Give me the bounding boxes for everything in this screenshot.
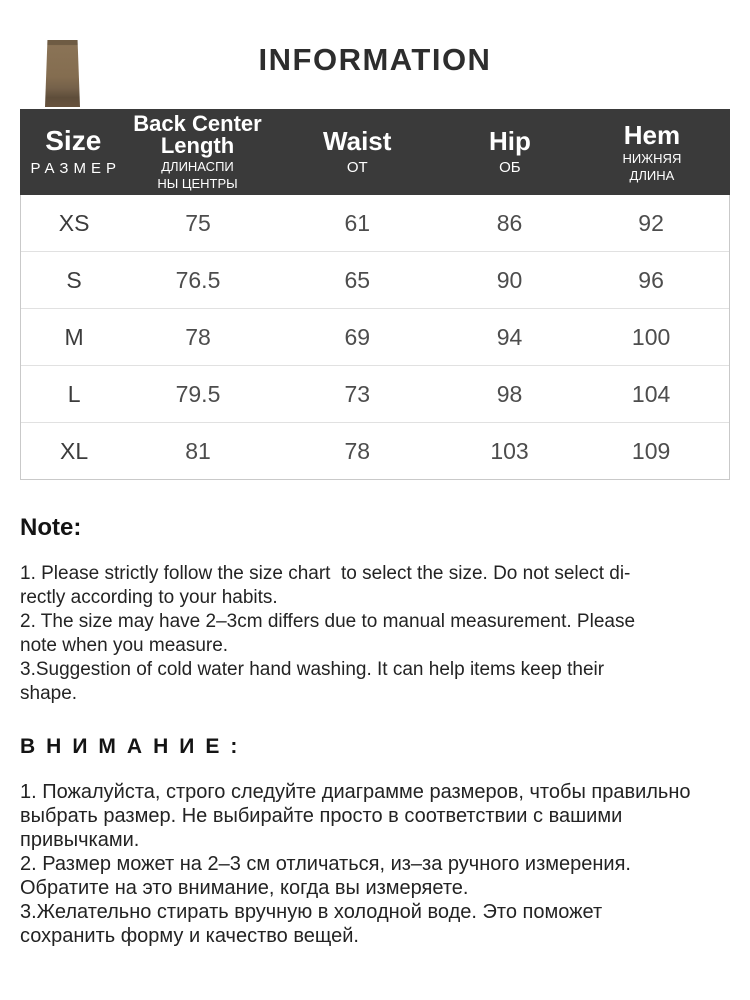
- cell-back-center-length: 76.5: [175, 266, 221, 293]
- note-ru-line: 3.Желательно стирать вручную в холодной воде. Это поможет: [20, 901, 603, 923]
- cell-back-center-length: 81: [185, 437, 211, 464]
- col-header-hem: [574, 109, 730, 195]
- size-row-s: [21, 252, 729, 309]
- col-header-bcl-en-line1: Back Center: [133, 111, 262, 136]
- cell-hem: 92: [638, 209, 664, 236]
- col-header-waist: [269, 109, 447, 195]
- col-header-hem-ru-line1: НИЖНЯЯ: [622, 151, 682, 166]
- size-row-m: [21, 309, 729, 366]
- size-row-xl: [21, 423, 729, 479]
- col-header-waist-ru: ОТ: [346, 159, 368, 176]
- col-header-hip-ru: ОБ: [499, 159, 521, 176]
- cell-back-center-length: 79.5: [175, 380, 221, 407]
- col-header-size-en: Size: [45, 125, 102, 156]
- cell-hip: 98: [496, 380, 523, 407]
- page-title: INFORMATION: [258, 42, 492, 77]
- cell-waist: 73: [344, 380, 371, 407]
- cell-back-center-length: 78: [185, 323, 211, 350]
- skirt-shape: [45, 40, 80, 107]
- cell-size: M: [64, 323, 84, 350]
- cell-hem: 109: [631, 437, 671, 464]
- note-section-russian: [20, 734, 730, 948]
- cell-waist: 69: [344, 323, 371, 350]
- col-header-size: [20, 109, 127, 195]
- cell-waist: 65: [344, 266, 371, 293]
- note-ru-line: Обратите на это внимание, когда вы измеряете.: [20, 877, 469, 899]
- cell-waist: 78: [344, 437, 371, 464]
- col-header-waist-en: Waist: [323, 126, 392, 156]
- cell-hem: 104: [631, 380, 671, 407]
- size-table: [20, 109, 730, 480]
- note-ru-line: сохранить форму и качество вещей.: [20, 925, 359, 947]
- note-section-english: [20, 514, 730, 706]
- size-row-xs: [21, 195, 729, 252]
- col-header-hem-en: Hem: [623, 120, 681, 150]
- cell-waist: 61: [344, 209, 371, 236]
- col-header-bcl-en-line2: Length: [160, 133, 235, 158]
- cell-size: S: [66, 266, 82, 293]
- note-heading-english: Note:: [20, 514, 82, 541]
- note-en-line: rectly according to your habits.: [20, 587, 278, 608]
- note-ru-line: 2. Размер может на 2–3 см отличаться, из–за ручного измерения.: [20, 853, 631, 875]
- page-header: [0, 0, 750, 109]
- note-ru-line: привычками.: [20, 829, 140, 851]
- note-heading-russian: ВНИМАНИЕ:: [20, 735, 249, 758]
- col-header-hip: [446, 109, 574, 195]
- cell-back-center-length: 75: [185, 209, 211, 236]
- note-en-line: shape.: [20, 683, 78, 704]
- note-ru-line: 1. Пожалуйста, строго следуйте диаграмме размеров, чтобы правильно: [20, 781, 691, 803]
- size-table-header: [20, 109, 730, 195]
- size-row-l: [21, 366, 729, 423]
- cell-size: L: [67, 380, 81, 407]
- cell-hip: 86: [496, 209, 523, 236]
- col-header-bcl-ru-line2: НЫ ЦЕНТРЫ: [157, 176, 238, 191]
- col-header-hem-ru-line2: ДЛИНА: [629, 168, 675, 183]
- cell-hip: 90: [496, 266, 523, 293]
- cell-hem: 100: [631, 323, 671, 350]
- cell-hip: 94: [496, 323, 523, 350]
- cell-hem: 96: [638, 266, 664, 293]
- note-en-line: 1. Please strictly follow the size chart to select the size. Do not select di-: [20, 563, 631, 584]
- note-en-line: 2. The size may have 2–3cm differs due to manual measurement. Please: [20, 611, 636, 632]
- col-header-back-center-length: [127, 109, 269, 195]
- col-header-size-ru: РАЗМЕР: [30, 160, 121, 177]
- note-body-russian: [20, 780, 730, 948]
- cell-size: XS: [58, 209, 90, 236]
- note-en-line: note when you measure.: [20, 635, 229, 656]
- col-header-hip-en: Hip: [488, 126, 531, 156]
- note-en-line: 3.Suggestion of cold water hand washing. It can help items keep their: [20, 659, 605, 680]
- size-table-body: [20, 195, 730, 480]
- cell-size: XL: [60, 437, 89, 464]
- note-ru-line: выбрать размер. Не выбирайте просто в соответствии с вашими: [20, 805, 623, 827]
- product-photo-skirt: [45, 40, 80, 107]
- note-body-english: [20, 562, 730, 706]
- col-header-bcl-ru-line1: ДЛИНАСПИ: [161, 159, 234, 174]
- cell-hip: 103: [490, 437, 529, 464]
